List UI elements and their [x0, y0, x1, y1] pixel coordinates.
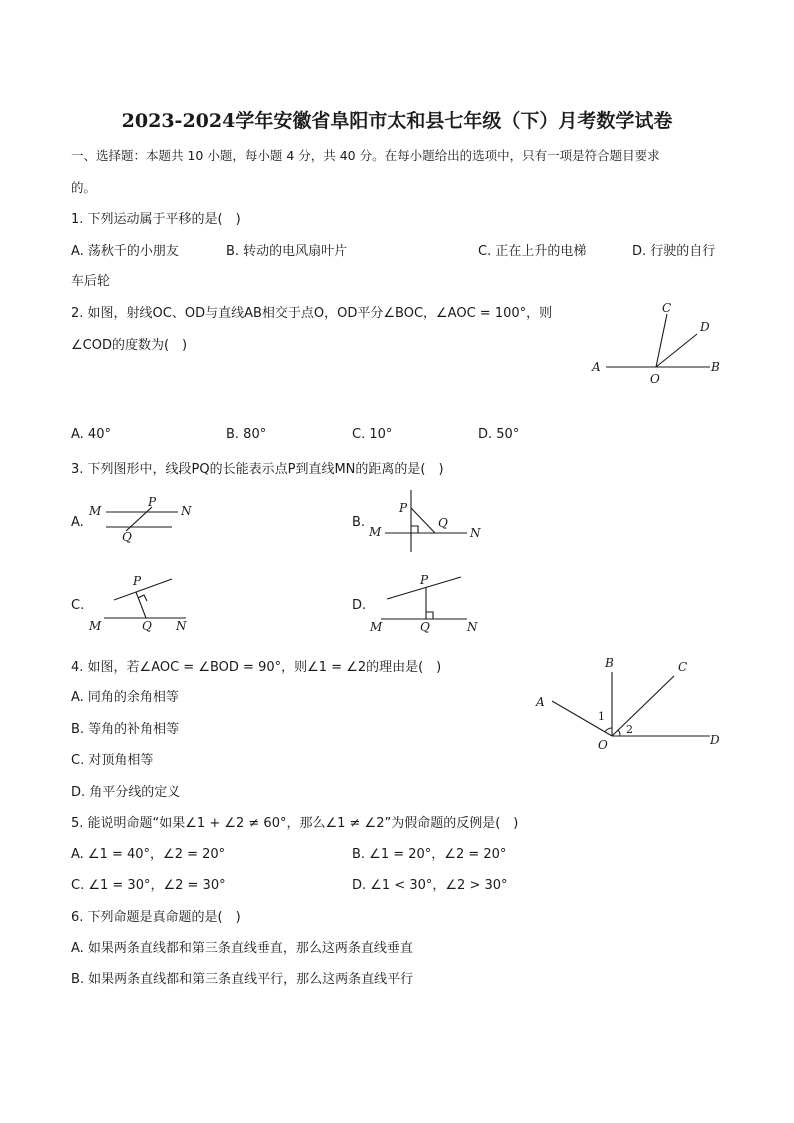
q3-figure-d [367, 570, 487, 636]
label-p: P [420, 573, 429, 587]
q5-option-d: D. ∠1 < 30°，∠2 > 30° [352, 878, 508, 893]
label-n: N [181, 504, 192, 518]
q1-option-a: A. 荡秋千的小朋友 [71, 244, 179, 259]
q6-option-a: A. 如果两条直线都和第三条直线垂直，那么这两条直线垂直 [71, 941, 413, 956]
label-q: Q [420, 620, 430, 634]
label-b: B [711, 360, 720, 374]
label-a: A [536, 695, 545, 709]
label-m: M [370, 620, 383, 634]
label-angle-2: 2 [626, 723, 633, 736]
label-d: D [710, 733, 720, 747]
label-q: Q [438, 516, 448, 530]
q4-option-d: D. 角平分线的定义 [71, 785, 181, 800]
q3-option-b-letter: B. [352, 515, 366, 530]
label-m: M [89, 619, 102, 633]
q3-option-c-letter: C. [71, 598, 85, 613]
q2-figure [590, 298, 725, 388]
q2-option-d: D. 50° [478, 427, 520, 442]
q3-figure-c [86, 570, 206, 636]
label-p: P [399, 501, 408, 515]
q3-stem: 3. 下列图形中，线段PQ的长能表示点P到直线MN的距离的是( ) [71, 462, 444, 477]
q4-option-b: B. 等角的补角相等 [71, 722, 180, 737]
label-c: C [678, 660, 688, 674]
section-instructions-line1: 一、选择题：本题共 10 小题，每小题 4 分，共 40 分。在每小题给出的选项中，只有一项是符合题目要求 [71, 148, 660, 163]
q3-option-a-letter: A. [71, 515, 84, 530]
q3-figure-b [367, 488, 487, 554]
label-p: P [133, 574, 142, 588]
q1-option-d-wrap: 车后轮 [71, 274, 111, 289]
q1-option-c: C. 正在上升的电梯 [478, 244, 587, 259]
q6-stem: 6. 下列命题是真命题的是( ) [71, 910, 241, 925]
q5-option-b: B. ∠1 = 20°，∠2 = 20° [352, 847, 507, 862]
q4-figure [532, 654, 732, 754]
q2-option-c: C. 10° [352, 427, 393, 442]
label-d: D [700, 320, 710, 334]
label-n: N [467, 620, 478, 634]
label-angle-1: 1 [598, 710, 605, 723]
label-q: Q [122, 530, 132, 544]
q5-stem: 5. 能说明命题“如果∠1 + ∠2 ≠ 60°，那么∠1 ≠ ∠2”为假命题的反例是( ) [71, 816, 519, 831]
label-m: M [369, 525, 382, 539]
label-o: O [598, 738, 608, 752]
label-o: O [650, 372, 660, 386]
label-n: N [176, 619, 187, 633]
label-p: P [148, 495, 157, 509]
label-a: A [592, 360, 601, 374]
q5-option-a: A. ∠1 = 40°，∠2 = 20° [71, 847, 226, 862]
section-instructions-line2: 的。 [71, 180, 97, 195]
q3-option-d-letter: D. [352, 598, 367, 613]
q2-option-b: B. 80° [226, 427, 267, 442]
page-title: 2023-2024学年安徽省阜阳市太和县七年级（下）月考数学试卷 [121, 110, 673, 132]
ray-oc [612, 676, 674, 736]
label-m: M [89, 504, 102, 518]
q4-option-c: C. 对顶角相等 [71, 753, 154, 768]
q4-option-a: A. 同角的余角相等 [71, 690, 179, 705]
q1-option-b: B. 转动的电风扇叶片 [226, 244, 348, 259]
label-b: B [605, 656, 614, 670]
q2-stem-line2: ∠COD的度数为( ) [71, 338, 188, 353]
q5-option-c: C. ∠1 = 30°，∠2 = 30° [71, 878, 226, 893]
q3-figure-a [86, 494, 196, 544]
label-q: Q [142, 619, 152, 633]
q6-option-b: B. 如果两条直线都和第三条直线平行，那么这两条直线平行 [71, 972, 414, 987]
label-c: C [662, 301, 672, 315]
q1-option-d: D. 行驶的自行 [632, 244, 716, 259]
q2-option-a: A. 40° [71, 427, 111, 442]
q2-stem-line1: 2. 如图，射线OC、OD与直线AB相交于点O，OD平分∠BOC，∠AOC = 100°，则 [71, 306, 553, 321]
q1-stem: 1. 下列运动属于平移的是( ) [71, 212, 241, 227]
label-n: N [470, 526, 481, 540]
q4-stem: 4. 如图，若∠AOC = ∠BOD = 90°，则∠1 = ∠2的理由是( ) [71, 660, 442, 675]
